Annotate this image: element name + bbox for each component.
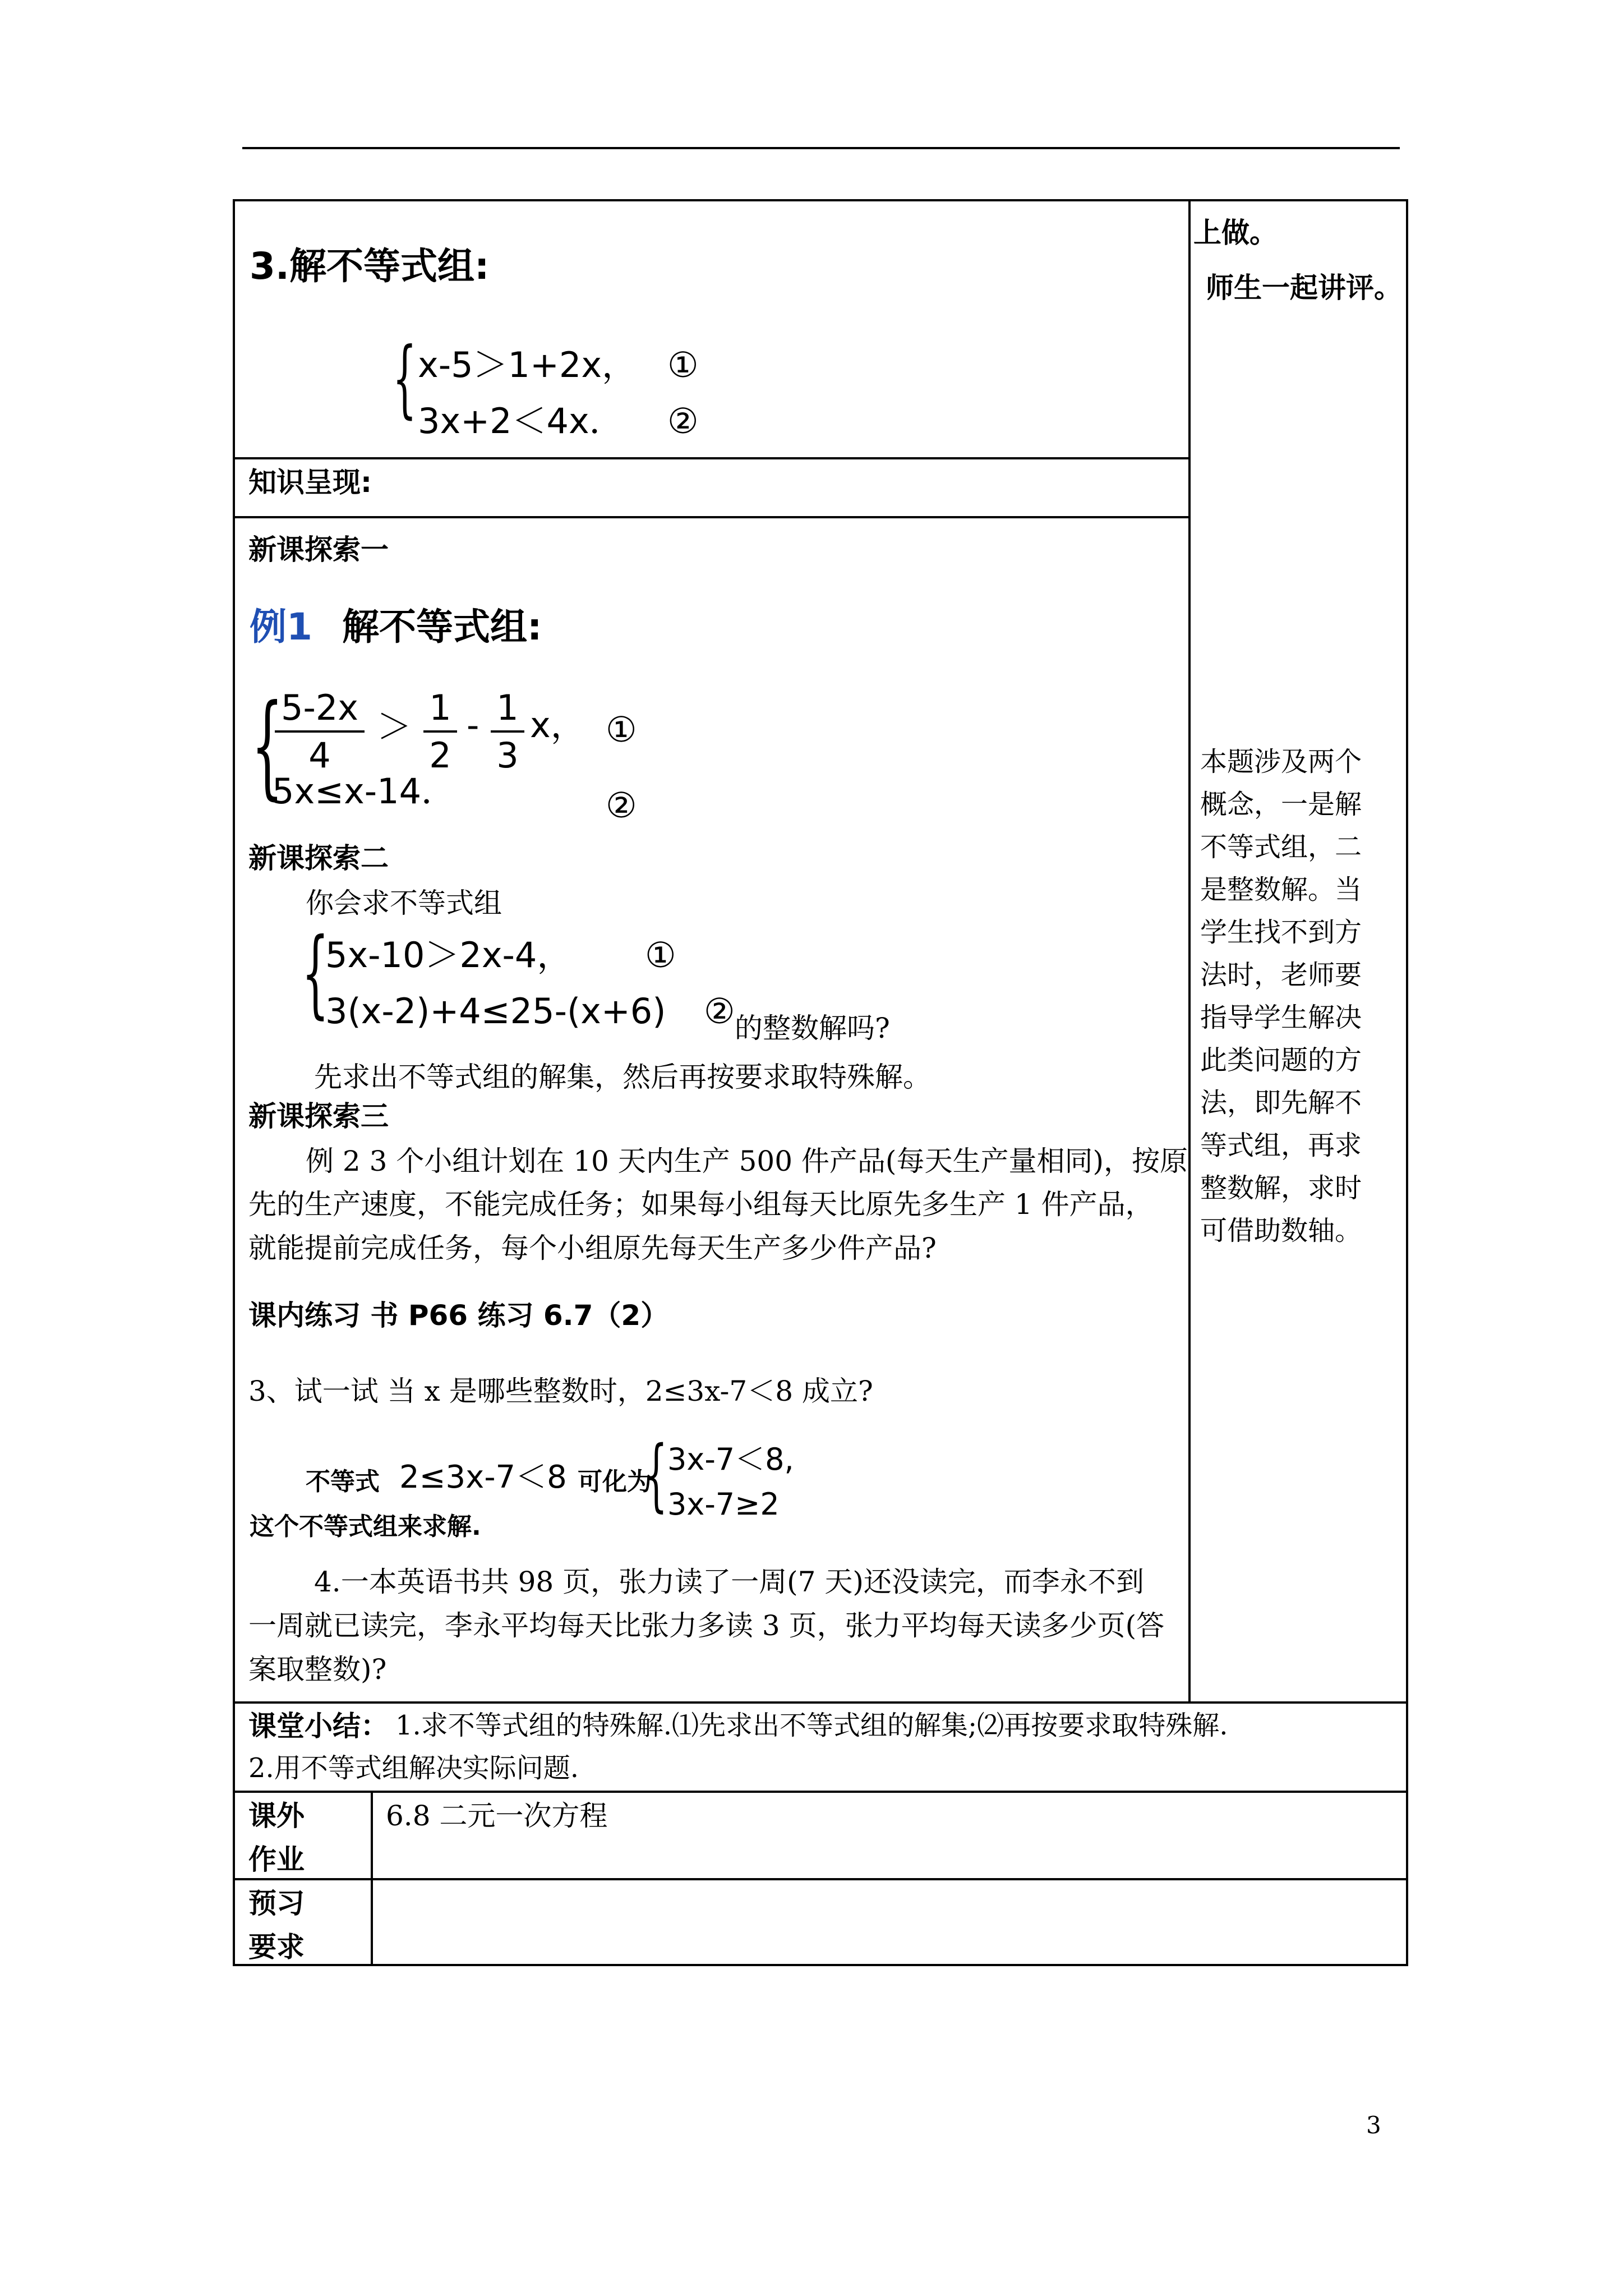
column-divider — [1188, 199, 1191, 1703]
summary-line-1: 1.求不等式组的特殊解.⑴先求出不等式组的解集;⑵再按要求取特殊解. — [395, 1710, 1228, 1741]
example-title: 解不等式组: — [342, 605, 542, 648]
example2-line-3: 就能提前完成任务，每个小组原先每天生产多少件产品? — [248, 1232, 937, 1264]
numerator: 1 — [429, 687, 451, 728]
explore2-intro: 你会求不等式组 — [306, 887, 502, 919]
note-line: 本题涉及两个 — [1200, 746, 1362, 777]
side-line-1: 上做。 — [1193, 217, 1278, 249]
task-title: 3.解不等式组: — [250, 245, 490, 288]
explore3-heading: 新课探索三 — [248, 1100, 389, 1133]
q3-image-eq2: 3x-7≥2 — [667, 1487, 780, 1522]
circle-mark-1: ① — [606, 709, 637, 750]
circle-mark-1: ① — [667, 344, 699, 385]
header-rule — [242, 147, 1400, 149]
note-line: 可借助数轴。 — [1200, 1215, 1362, 1246]
circle-mark-1: ① — [645, 935, 676, 976]
note-line: 法，即先解不 — [1200, 1087, 1362, 1119]
circle-mark-2: ② — [606, 785, 637, 826]
homework-label-1: 课外 — [248, 1800, 305, 1832]
note-line: 是整数解。当 — [1200, 874, 1362, 905]
preview-label-1: 预习 — [248, 1887, 305, 1920]
explore1-heading: 新课探索一 — [248, 533, 389, 566]
greater-than: ＞ — [377, 706, 412, 747]
row-divider — [233, 516, 1189, 518]
question-4-line-3: 案取整数)? — [248, 1653, 387, 1686]
q3-image-inequality: 2≤3x-7＜8 — [399, 1459, 567, 1496]
note-line: 指导学生解决 — [1200, 1002, 1362, 1033]
inequality-2: 3(x-2)+4≤25-(x+6) — [325, 991, 666, 1032]
note-line: 不等式组，二 — [1200, 831, 1362, 863]
circle-mark-2: ② — [667, 401, 699, 441]
row-divider — [233, 1878, 1408, 1880]
q3-image-middle: 可化为 — [578, 1467, 652, 1496]
q3-image-tail: 这个不等式组来求解. — [250, 1512, 481, 1541]
note-line: 学生找不到方 — [1200, 917, 1362, 948]
row-divider — [233, 457, 1189, 459]
knowledge-label: 知识呈现: — [248, 466, 372, 499]
preview-label-2: 要求 — [248, 1931, 305, 1963]
note-line: 概念，一是解 — [1200, 789, 1362, 820]
question-4-line-2: 一周就已读完，李永平均每天比张力多读 3 页，张力平均每天读多少页(答 — [248, 1609, 1165, 1642]
numerator: 5-2x — [281, 687, 358, 728]
numerator: 1 — [496, 687, 519, 728]
explore2-tail: 的整数解吗? — [735, 1012, 890, 1045]
example-label: 例1 — [250, 605, 312, 648]
inequality-2: 5x≤x-14． — [272, 771, 457, 812]
practice-heading: 课内练习 书 P66 练习 6.7（2） — [248, 1299, 669, 1332]
teaching-note — [1200, 740, 1362, 1252]
explore2-heading: 新课探索二 — [248, 842, 389, 875]
fraction-3 — [491, 687, 524, 776]
note-line: 此类问题的方 — [1200, 1045, 1362, 1076]
note-line: 整数解，求时 — [1200, 1172, 1362, 1204]
row-divider — [233, 1791, 1408, 1793]
example2-line-2: 先的生产速度，不能完成任务；如果每小组每天比原先多生产 1 件产品， — [248, 1188, 1154, 1221]
q3-image-eq1: 3x-7＜8, — [667, 1442, 794, 1477]
system-brace: { — [251, 680, 284, 811]
summary-line-2: 2.用不等式组解决实际问题. — [248, 1752, 579, 1784]
q3-image-prefix: 不等式 — [306, 1467, 380, 1496]
system-brace: { — [302, 918, 329, 1029]
fraction-1 — [275, 687, 365, 776]
summary-label: 课堂小结： — [248, 1710, 389, 1742]
inequality-2: 3x+2＜4x． — [418, 401, 624, 441]
homework-label-2: 作业 — [248, 1843, 305, 1876]
note-line: 等式组，再求 — [1200, 1130, 1362, 1161]
question-3: 3、试一试 当 x 是哪些整数时，2≤3x-7＜8 成立? — [248, 1375, 873, 1407]
explore2-hint: 先求出不等式组的解集，然后再按要求取特殊解。 — [314, 1061, 931, 1093]
denominator: 2 — [429, 735, 451, 776]
circle-mark-2: ② — [704, 991, 735, 1032]
row-divider — [233, 1701, 1408, 1704]
denominator: 3 — [496, 735, 519, 776]
inequality-1: x-5＞1+2x， — [418, 344, 637, 385]
system-brace: { — [393, 330, 417, 427]
minus-sign: - — [467, 705, 479, 746]
denominator: 4 — [308, 735, 331, 776]
example2-line-1: 例 2 3 个小组计划在 10 天内生产 500 件产品(每天生产量相同)，按原 — [306, 1145, 1188, 1177]
system-brace: { — [645, 1429, 668, 1521]
side-line-2: 师生一起讲评。 — [1206, 272, 1402, 304]
question-4-line-1: 4.一本英语书共 98 页，张力读了一周(7 天)还没读完，而李永不到 — [314, 1566, 1144, 1598]
page-number: 3 — [1366, 2111, 1381, 2139]
homework-content: 6.8 二元一次方程 — [386, 1800, 608, 1832]
fraction-tail: x， — [530, 705, 585, 746]
fraction-2 — [423, 687, 457, 776]
note-line: 法时，老师要 — [1200, 959, 1362, 991]
inequality-1: 5x-10＞2x-4， — [325, 935, 572, 976]
label-column-divider — [371, 1791, 373, 1966]
